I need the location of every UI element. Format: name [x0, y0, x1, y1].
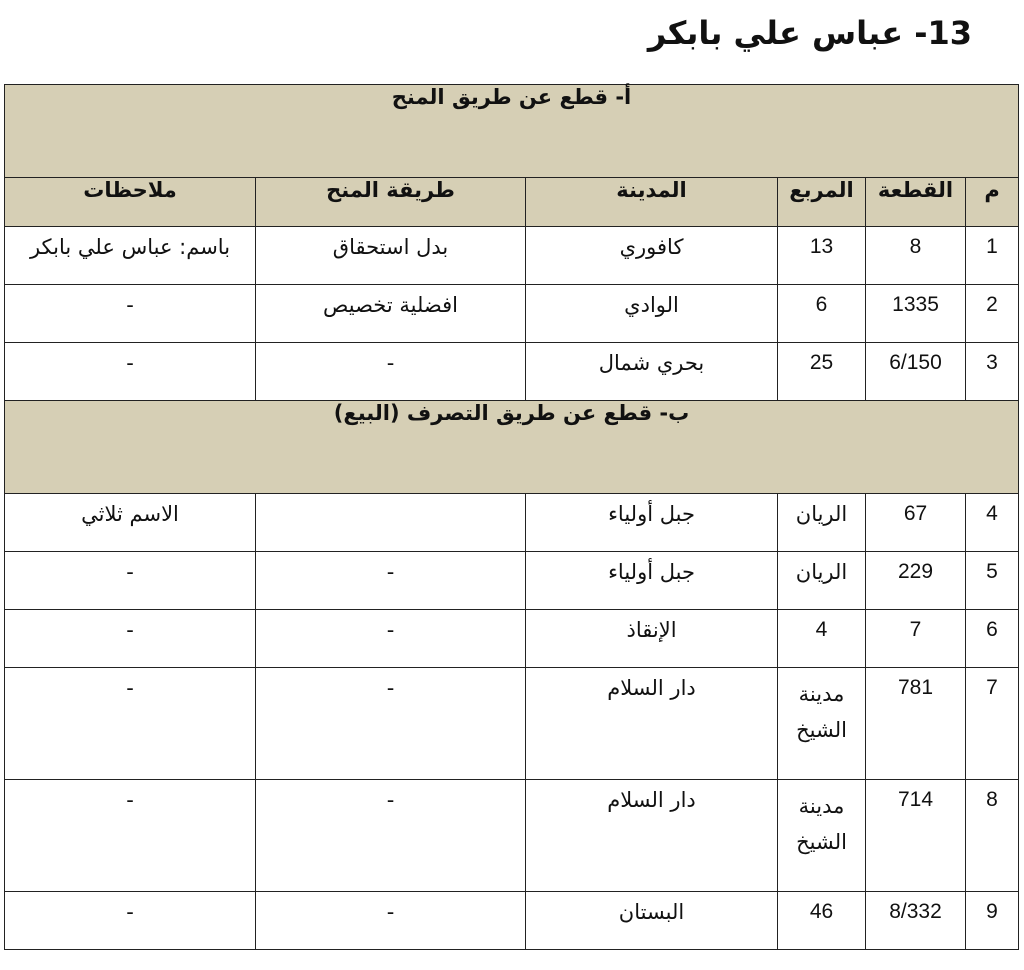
- cell-square: 13: [778, 227, 866, 285]
- section-a-row: [5, 85, 1019, 178]
- cell-method: [256, 494, 526, 552]
- cell-city: بحري شمال: [526, 343, 778, 401]
- cell-notes: -: [5, 610, 256, 668]
- cell-index: 5: [966, 552, 1019, 610]
- table-row: [5, 668, 1019, 780]
- cell-plot: 1335: [866, 285, 966, 343]
- section-a-title: أ- قطع عن طريق المنح: [5, 85, 1019, 178]
- cell-method: -: [256, 780, 526, 892]
- table-row: [5, 343, 1019, 401]
- table-row: [5, 494, 1019, 552]
- cell-notes: -: [5, 780, 256, 892]
- cell-city: كافوري: [526, 227, 778, 285]
- table-row: [5, 285, 1019, 343]
- cell-method: -: [256, 610, 526, 668]
- cell-city: الوادي: [526, 285, 778, 343]
- cell-notes: -: [5, 668, 256, 780]
- cell-square: الريان: [778, 552, 866, 610]
- cell-square: الريان: [778, 494, 866, 552]
- cell-index: 8: [966, 780, 1019, 892]
- cell-method: بدل استحقاق: [256, 227, 526, 285]
- cell-square: 4: [778, 610, 866, 668]
- header-plot: القطعة: [866, 178, 966, 227]
- cell-plot: 781: [866, 668, 966, 780]
- table-header-row: [5, 178, 1019, 227]
- section-b-row: [5, 401, 1019, 494]
- table-row: [5, 892, 1019, 950]
- cell-index: 1: [966, 227, 1019, 285]
- cell-index: 3: [966, 343, 1019, 401]
- cell-notes: -: [5, 285, 256, 343]
- cell-city: جبل أولياء: [526, 552, 778, 610]
- table-row: [5, 610, 1019, 668]
- cell-plot: 8: [866, 227, 966, 285]
- header-grant-method: طريقة المنح: [256, 178, 526, 227]
- header-notes: ملاحظات: [5, 178, 256, 227]
- cell-city: الإنقاذ: [526, 610, 778, 668]
- cell-square: مدينة الشيخ: [778, 668, 866, 780]
- table-row: [5, 227, 1019, 285]
- cell-index: 9: [966, 892, 1019, 950]
- cell-city: دار السلام: [526, 780, 778, 892]
- header-index: م: [966, 178, 1019, 227]
- cell-method: -: [256, 892, 526, 950]
- page-title: 13- عباس علي بابكر: [647, 14, 972, 52]
- cell-notes: -: [5, 552, 256, 610]
- cell-plot: 229: [866, 552, 966, 610]
- cell-plot: 67: [866, 494, 966, 552]
- cell-index: 6: [966, 610, 1019, 668]
- cell-square: مدينة الشيخ: [778, 780, 866, 892]
- cell-city: دار السلام: [526, 668, 778, 780]
- cell-plot: 6/150: [866, 343, 966, 401]
- cell-notes: الاسم ثلاثي: [5, 494, 256, 552]
- cell-method: -: [256, 668, 526, 780]
- table-row: [5, 552, 1019, 610]
- cell-square: 46: [778, 892, 866, 950]
- plots-table: [4, 84, 1019, 950]
- cell-index: 7: [966, 668, 1019, 780]
- cell-notes: -: [5, 892, 256, 950]
- cell-plot: 7: [866, 610, 966, 668]
- cell-index: 4: [966, 494, 1019, 552]
- cell-plot: 8/332: [866, 892, 966, 950]
- cell-city: البستان: [526, 892, 778, 950]
- header-square: المربع: [778, 178, 866, 227]
- cell-index: 2: [966, 285, 1019, 343]
- cell-square: 6: [778, 285, 866, 343]
- cell-plot: 714: [866, 780, 966, 892]
- table-row: [5, 780, 1019, 892]
- section-b-title: ب- قطع عن طريق التصرف (البيع): [5, 401, 1019, 494]
- cell-city: جبل أولياء: [526, 494, 778, 552]
- cell-method: افضلية تخصيص: [256, 285, 526, 343]
- cell-method: -: [256, 343, 526, 401]
- cell-square: 25: [778, 343, 866, 401]
- cell-method: -: [256, 552, 526, 610]
- cell-notes: -: [5, 343, 256, 401]
- header-city: المدينة: [526, 178, 778, 227]
- cell-notes: باسم: عباس علي بابكر: [5, 227, 256, 285]
